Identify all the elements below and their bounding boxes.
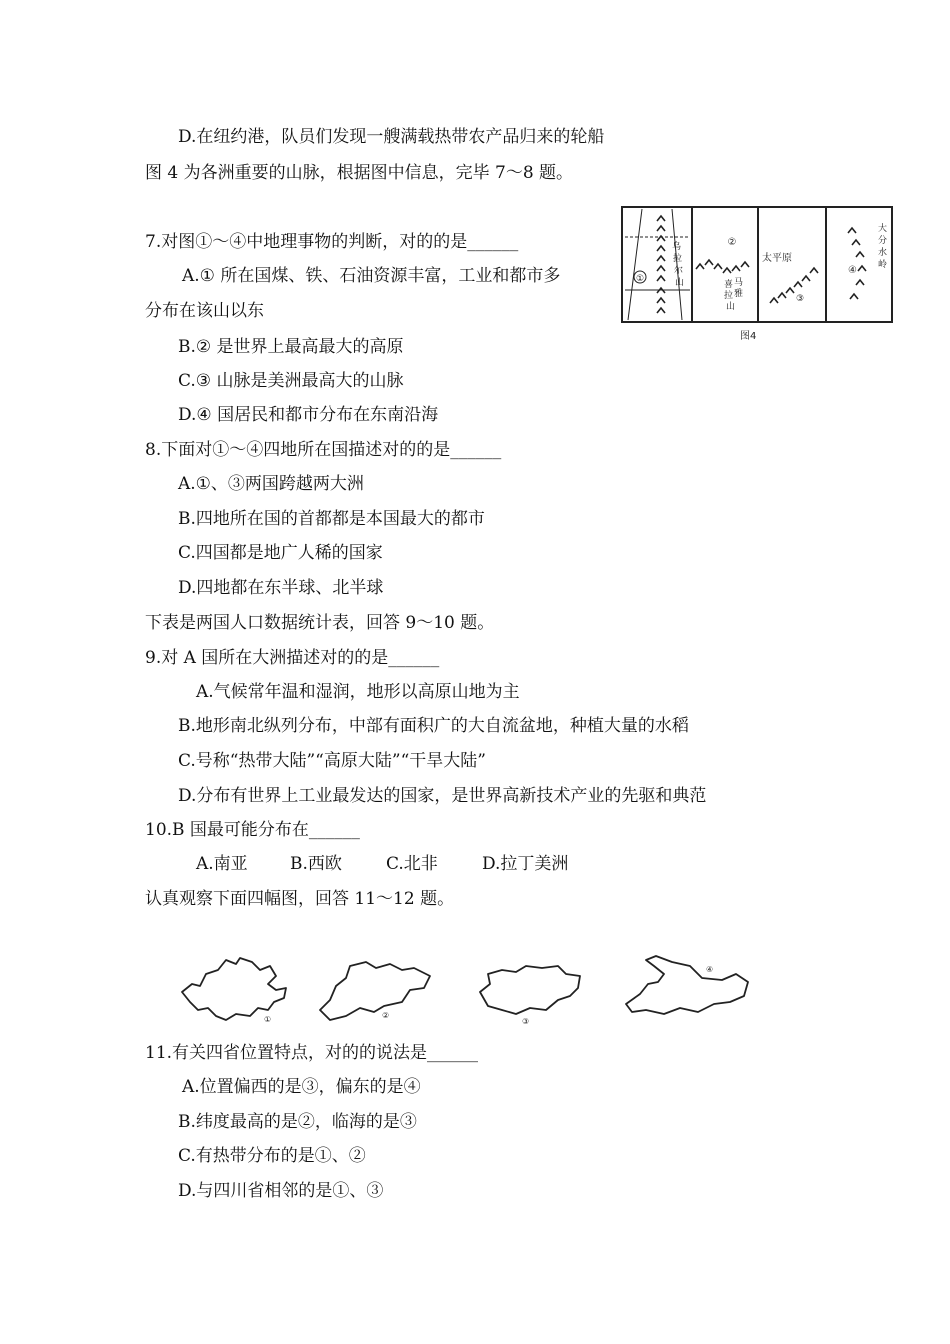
q10-option-b: B.西欧 — [290, 854, 342, 874]
intro-q9-10: 下表是两国人口数据统计表，回答 9～10 题。 — [145, 613, 495, 633]
q9-option-b: B.地形南北纵列分布，中部有面积广的大自流盆地，种植大量的水稻 — [178, 716, 689, 736]
label-3: ③ — [796, 294, 805, 304]
svg-text:山: 山 — [675, 278, 685, 288]
q9-option-c: C.号称“热带大陆”“高原大陆”“干旱大陆” — [178, 751, 486, 771]
label-himalaya — [724, 277, 743, 312]
q8-option-b: B.四地所在国的首都都是本国最大的都市 — [178, 509, 485, 529]
andes-range-icon — [770, 268, 818, 303]
province-maps — [170, 950, 760, 1030]
q10-option-a: A.南亚 — [196, 854, 248, 874]
q11-option-b: B.纬度最高的是②，临海的是③ — [178, 1112, 417, 1132]
svg-text:喜: 喜 — [724, 280, 734, 290]
q11-option-c: C.有热带分布的是①、② — [178, 1146, 366, 1166]
q9-option-a: A.气候常年温和湿润，地形以高原山地为主 — [196, 682, 520, 702]
question-9: 9.对 A 国所在大洲描述对的的是______ — [145, 648, 440, 668]
province-map-2 — [320, 962, 430, 1020]
q11-option-d: D.与四川省相邻的是①、③ — [178, 1181, 384, 1201]
svg-text:山: 山 — [726, 302, 736, 312]
q7-option-b: B.② 是世界上最高最大的高原 — [178, 337, 404, 357]
question-8: 8.下面对①～④四地所在国描述对的的是______ — [145, 440, 502, 460]
q7-option-a-line2: 分布在该山以东 — [145, 301, 264, 321]
question-11: 11.有关四省位置特点，对的的说法是______ — [145, 1043, 479, 1063]
label-1: ① — [635, 274, 645, 284]
q8-option-a: A.①、③两国跨越两大洲 — [178, 474, 364, 494]
q11-option-a: A.位置偏西的是③，偏东的是④ — [182, 1077, 421, 1097]
figure-4-caption: 图4 — [740, 331, 757, 342]
intro-q11-12: 认真观察下面四幅图，回答 11～12 题。 — [145, 889, 455, 909]
province-label-1: ① — [264, 1015, 272, 1024]
himalaya-range-icon — [696, 260, 749, 273]
province-map-4 — [626, 956, 748, 1014]
svg-text:尔: 尔 — [674, 266, 684, 276]
svg-text:分: 分 — [878, 236, 888, 246]
q10-option-d: D.拉丁美洲 — [482, 854, 569, 874]
great-dividing-range-icon — [848, 228, 866, 299]
svg-text:岭: 岭 — [878, 260, 888, 270]
q7-option-d: D.④ 国居民和都市分布在东南沿海 — [178, 405, 439, 425]
svg-text:拉: 拉 — [673, 254, 683, 264]
ural-range-icon — [657, 216, 665, 313]
province-label-2: ② — [382, 1011, 390, 1020]
svg-text:水: 水 — [878, 248, 888, 258]
figure-4-mountains — [620, 205, 895, 345]
q9-option-d: D.分布有世界上工业最发达的国家，是世界高新技术产业的先驱和典范 — [178, 786, 707, 806]
province-label-4: ④ — [706, 965, 714, 974]
q8-option-d: D.四地都在东半球、北半球 — [178, 578, 384, 598]
q8-option-c: C.四国都是地广人稀的国家 — [178, 543, 383, 563]
svg-text:拉: 拉 — [724, 291, 734, 301]
province-map-1 — [182, 958, 286, 1020]
svg-text:乌: 乌 — [672, 242, 682, 252]
svg-text:大: 大 — [878, 224, 888, 234]
q10-options — [196, 853, 568, 875]
q7-option-c: C.③ 山脉是美洲最高大的山脉 — [178, 371, 404, 391]
svg-text:马: 马 — [734, 278, 744, 288]
svg-text:雅: 雅 — [734, 289, 744, 299]
label-pacific: 太平原 — [762, 253, 792, 264]
q10-option-c: C.北非 — [386, 854, 438, 874]
province-map-3 — [480, 966, 580, 1014]
q6-option-d: D.在纽约港，队员们发现一艘满载热带农产品归来的轮船 — [178, 127, 605, 147]
province-label-3: ③ — [522, 1017, 530, 1026]
intro-q7-8: 图 4 为各洲重要的山脉，根据图中信息，完毕 7～8 题。 — [145, 163, 574, 183]
label-4: ④ — [848, 265, 857, 276]
question-7: 7.对图①～④中地理事物的判断，对的的是______ — [145, 232, 519, 252]
label-ural — [672, 240, 684, 288]
label-2: ② — [727, 237, 737, 248]
q7-option-a-line1: A.① 所在国煤、铁、石油资源丰富，工业和都市多 — [182, 266, 561, 286]
label-dividing-range — [878, 222, 887, 270]
question-10: 10.B 国最可能分布在______ — [145, 820, 360, 840]
